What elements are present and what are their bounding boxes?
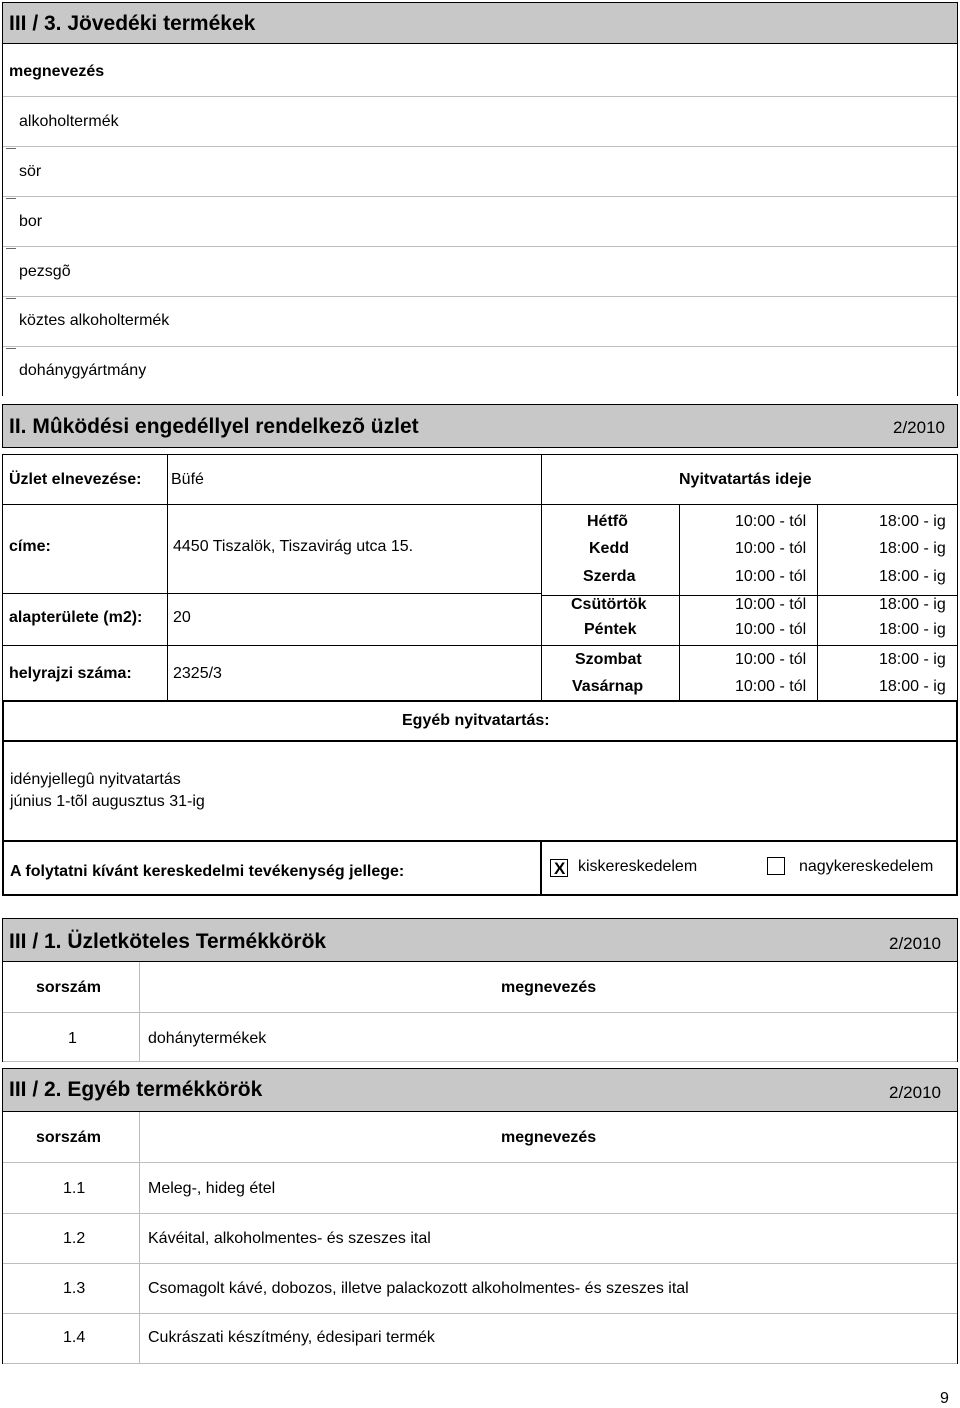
open-to: 18:00 - ig bbox=[879, 651, 946, 668]
section2-header bbox=[2, 404, 958, 448]
row-name: Kávéital, alkoholmentes- és szeszes ital bbox=[148, 1230, 431, 1247]
section32-table bbox=[2, 1112, 958, 1364]
open-from: 10:00 - tól bbox=[735, 513, 807, 530]
lot-number-value: 2325/3 bbox=[173, 665, 222, 682]
day-name: Vasárnap bbox=[572, 678, 644, 695]
excise-item: alkoholtermék bbox=[19, 113, 119, 130]
other-hours-box bbox=[2, 742, 958, 842]
day-name: Szerda bbox=[583, 568, 636, 585]
activity-label: A folytatni kívánt kereskedelmi tevékenység jellege: bbox=[10, 863, 405, 880]
col-name-header: megnevezés bbox=[501, 979, 597, 996]
section32-header bbox=[2, 1068, 958, 1112]
page-number: 9 bbox=[940, 1390, 949, 1407]
other-hours-line: idényjellegû nyitvatartás bbox=[10, 771, 181, 788]
day-name: Szombat bbox=[575, 651, 642, 668]
row-number: 1 bbox=[68, 1030, 77, 1047]
excise-item: bor bbox=[19, 213, 43, 230]
open-to: 18:00 - ig bbox=[879, 621, 946, 638]
excise-item: sör bbox=[19, 163, 42, 180]
row-name: Csomagolt kávé, dobozos, illetve palackozott alkoholmentes- és szeszes ital bbox=[148, 1280, 689, 1297]
checkmark-x: X bbox=[554, 859, 566, 878]
shop-name-value: Büfé bbox=[171, 471, 204, 488]
excise-item: köztes alkoholtermék bbox=[19, 312, 170, 329]
col-number-header: sorszám bbox=[36, 1129, 101, 1146]
retail-label: kiskereskedelem bbox=[578, 858, 698, 875]
col-number-header: sorszám bbox=[36, 979, 101, 996]
open-from: 10:00 - tól bbox=[735, 651, 807, 668]
open-to: 18:00 - ig bbox=[879, 568, 946, 585]
excise-item: pezsgõ bbox=[19, 263, 71, 280]
lot-number-label: helyrajzi száma: bbox=[9, 665, 132, 682]
section31-table bbox=[2, 962, 958, 1062]
row-number: 1.4 bbox=[63, 1329, 86, 1346]
open-from: 10:00 - tól bbox=[735, 596, 807, 613]
open-from: 10:00 - tól bbox=[735, 568, 807, 585]
section2-title: II. Mûködési engedéllyel rendelkezõ üzlet bbox=[9, 415, 419, 438]
section3-col-header: megnevezés bbox=[9, 63, 105, 80]
col-name-header: megnevezés bbox=[501, 1129, 597, 1146]
wholesale-checkbox[interactable] bbox=[767, 857, 785, 875]
section3-header bbox=[2, 2, 958, 44]
section32-date: 2/2010 bbox=[889, 1083, 941, 1102]
row-number: 1.2 bbox=[63, 1230, 86, 1247]
row-name: dohánytermékek bbox=[148, 1030, 267, 1047]
activity-row bbox=[2, 840, 958, 896]
day-name: Péntek bbox=[584, 621, 637, 638]
row-name: Cukrászati készítmény, édesipari termék bbox=[148, 1329, 435, 1346]
address-value: 4450 Tiszalök, Tiszavirág utca 15. bbox=[173, 538, 414, 555]
excise-item: dohánygyártmány bbox=[19, 362, 147, 379]
section31-date: 2/2010 bbox=[889, 934, 941, 953]
open-to: 18:00 - ig bbox=[879, 513, 946, 530]
other-hours-label: Egyéb nyitvatartás: bbox=[402, 712, 550, 729]
open-from: 10:00 - tól bbox=[735, 621, 807, 638]
open-to: 18:00 - ig bbox=[879, 540, 946, 557]
section32-title: III / 2. Egyéb termékkörök bbox=[9, 1078, 263, 1101]
address-label: címe: bbox=[9, 538, 51, 555]
open-from: 10:00 - tól bbox=[735, 678, 807, 695]
other-hours-header bbox=[2, 700, 958, 742]
day-name: Csütörtök bbox=[571, 596, 647, 613]
day-name: Kedd bbox=[589, 540, 629, 557]
shop-info-table bbox=[2, 454, 958, 700]
section31-title: III / 1. Üzletköteles Termékkörök bbox=[9, 930, 327, 953]
row-number: 1.3 bbox=[63, 1280, 86, 1297]
wholesale-label: nagykereskedelem bbox=[799, 858, 934, 875]
row-number: 1.1 bbox=[63, 1180, 86, 1197]
shop-name-label: Üzlet elnevezése: bbox=[9, 471, 142, 488]
section2-date: 2/2010 bbox=[893, 418, 945, 437]
opening-hours-header: Nyitvatartás ideje bbox=[679, 471, 812, 488]
retail-checkbox[interactable] bbox=[550, 859, 568, 877]
section3-title: III / 3. Jövedéki termékek bbox=[9, 12, 256, 35]
section31-header bbox=[2, 918, 958, 962]
row-name: Meleg-, hideg étel bbox=[148, 1180, 276, 1197]
open-from: 10:00 - tól bbox=[735, 540, 807, 557]
day-name: Hétfõ bbox=[587, 513, 628, 530]
open-to: 18:00 - ig bbox=[879, 678, 946, 695]
area-value: 20 bbox=[173, 609, 191, 626]
other-hours-line: június 1-tõl augusztus 31-ig bbox=[10, 793, 205, 810]
open-to: 18:00 - ig bbox=[879, 596, 946, 613]
area-label: alapterülete (m2): bbox=[9, 609, 143, 626]
section3-table bbox=[2, 44, 958, 396]
